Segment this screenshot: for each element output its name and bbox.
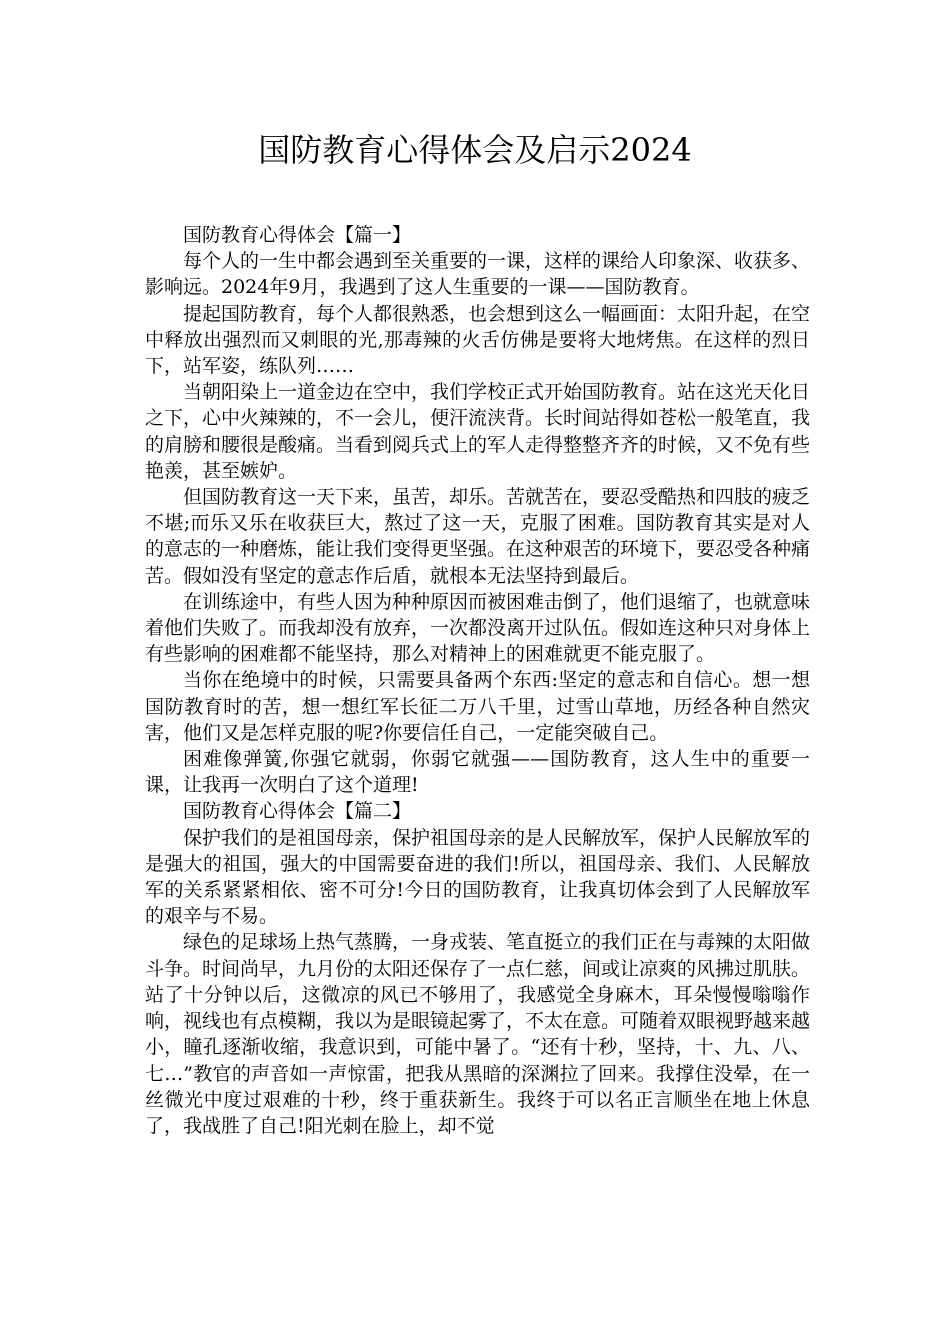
document-body — [145, 222, 810, 1139]
paragraph: 当朝阳染上一道金边在空中，我们学校正式开始国防教育。站在这光天化日之下，心中火辣辣的，不一会儿，便汗流浃背。长时间站得如苍松一般笔直，我的肩膀和腰很是酸痛。当看到阅兵式上的军人走得整整齐齐的时候，又不免有些艳羡，甚至嫉妒。 — [145, 381, 811, 482]
paragraph: 绿色的足球场上热气蒸腾，一身戎装、笔直挺立的我们正在与毒辣的太阳做斗争。时间尚早，九月份的太阳还保存了一点仁慈，间或让凉爽的风拂过肌肤。站了十分钟以后，这微凉的风已不够用了，我感觉全身麻木，耳朵慢慢嗡嗡作响，视线也有点模糊，我以为是眼镜起雾了，不太在意。可随着双眼视野越来越小，瞳孔逐渐收缩，我意识到，可能中暑了。“还有十秒，坚持，十、九、八、七…”教官的声音如一声惊雷，把我从黑暗的深渊拉了回来。我撑住没晕，在一丝微光中度过艰难的十秒，终于重获新生。我终于可以名正言顺坐在地上休息了，我战胜了自己!阳光刺在脸上，却不觉 — [145, 931, 811, 1137]
paragraph: 提起国防教育，每个人都很熟悉，也会想到这么一幅画面：太阳升起，在空中释放出强烈而又刺眼的光,那毒辣的火舌仿佛是要将大地烤焦。在这样的烈日下，站军姿，练队列…… — [145, 302, 811, 378]
paragraph: 当你在绝境中的时候，只需要具备两个东西:坚定的意志和自信心。想一想国防教育时的苦，想一想红军长征二万八千里，过雪山草地，历经各种自然灾害，他们又是怎样克服的呢?你要信任自己，一定能突破自己。 — [145, 669, 810, 744]
paragraph: 每个人的一生中都会遇到至关重要的一课，这样的课给人印象深、收获多、影响远。2024年9月，我遇到了这人生重要的一课——国防教育。 — [145, 250, 811, 299]
paragraph: 保护我们的是祖国母亲，保护祖国母亲的是人民解放军，保护人民解放军的是强大的祖国，强大的中国需要奋进的我们!所以，祖国母亲、我们、人民解放军的关系紧紧相依、密不可分!今日的国防教育，让我真切体会到了人民解放军的艰辛与不易。 — [145, 826, 811, 928]
document-title: 国防教育心得体会及启示2024 — [258, 131, 692, 169]
paragraph: 但国防教育这一天下来，虽苦，却乐。苦就苦在，要忍受酷热和四肢的疲乏不堪;而乐又乐在收获巨大，熬过了这一天，克服了困难。国防教育其实是对人的意志的一种磨炼，能让我们变得更坚强。在这种艰苦的环境下，要忍受各种痛苦。假如没有坚定的意志作后盾，就根本无法坚持到最后。 — [145, 486, 811, 587]
paragraph: 困难像弹簧,你强它就弱，你弱它就强——国防教育，这人生中的重要一课，让我再一次明白了这个道理! — [145, 748, 810, 797]
paragraph: 在训练途中，有些人因为种种原因而被困难击倒了，他们退缩了，也就意味着他们失败了。而我却没有放弃，一次都没离开过队伍。假如连这种只对身体上有些影响的困难都不能坚持，那么对精神上的困难就更不能克服了。 — [145, 590, 811, 666]
section-heading: 国防教育心得体会【篇二】 — [183, 800, 412, 823]
section-heading: 国防教育心得体会【篇一】 — [183, 224, 412, 246]
